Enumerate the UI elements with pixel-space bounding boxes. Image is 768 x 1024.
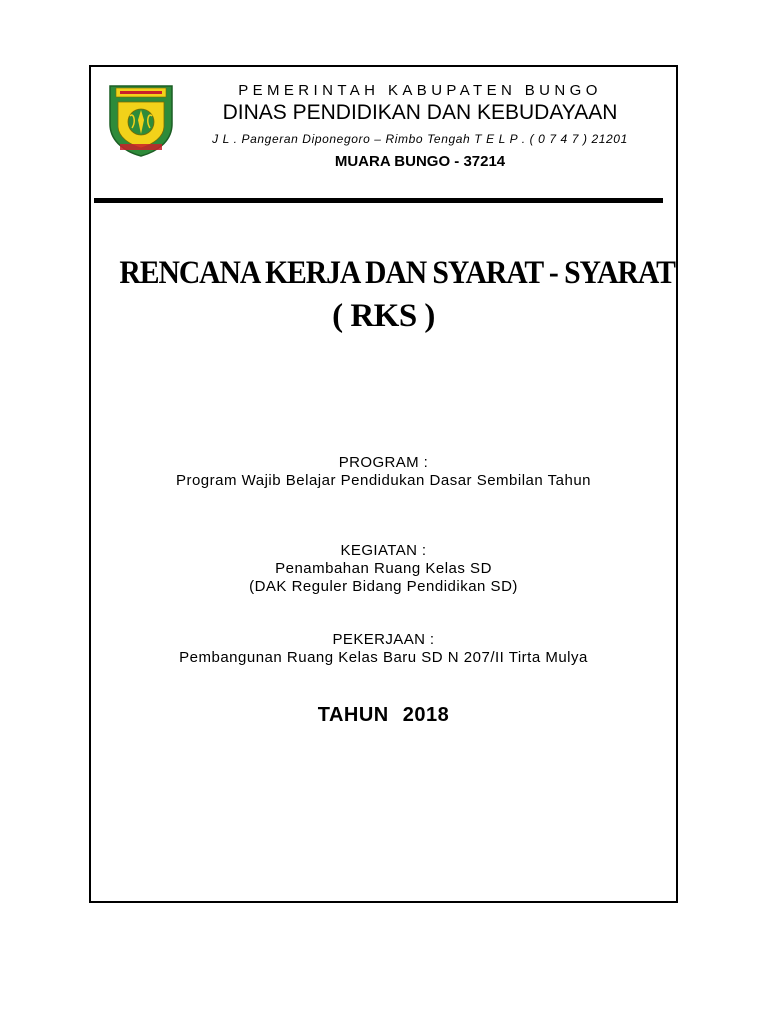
document-year: TAHUN 2018 [317, 704, 450, 726]
department-name: DINAS PENDIDIKAN DAN KEBUDAYAAN [222, 101, 618, 124]
kegiatan-label: KEGIATAN : [340, 542, 427, 559]
program-value: Program Wajib Belajar Pendidukan Dasar Sembilan Tahun [175, 472, 592, 489]
pekerjaan-value: Pembangunan Ruang Kelas Baru SD N 207/II Tirta Mulya [179, 649, 588, 666]
document-subtitle: ( RKS ) [332, 298, 435, 334]
document-title: RENCANA KERJA DAN SYARAT - SYARAT [119, 255, 675, 291]
government-name: PEMERINTAH KABUPATEN BUNGO [238, 82, 602, 99]
kegiatan-subvalue: (DAK Reguler Bidang Pendidikan SD) [249, 578, 518, 595]
kabupaten-bungo-crest-logo [106, 82, 176, 158]
city-postcode: MUARA BUNGO - 37214 [334, 153, 506, 170]
program-label: PROGRAM : [338, 454, 429, 471]
kegiatan-value: Penambahan Ruang Kelas SD [275, 560, 492, 577]
letterhead-divider [94, 198, 663, 203]
office-address: J L . Pangeran Diponegoro – Rimbo Tengah T E L P . ( 0 7 4 7 ) 21201 [212, 132, 628, 146]
pekerjaan-label: PEKERJAAN : [332, 631, 435, 648]
